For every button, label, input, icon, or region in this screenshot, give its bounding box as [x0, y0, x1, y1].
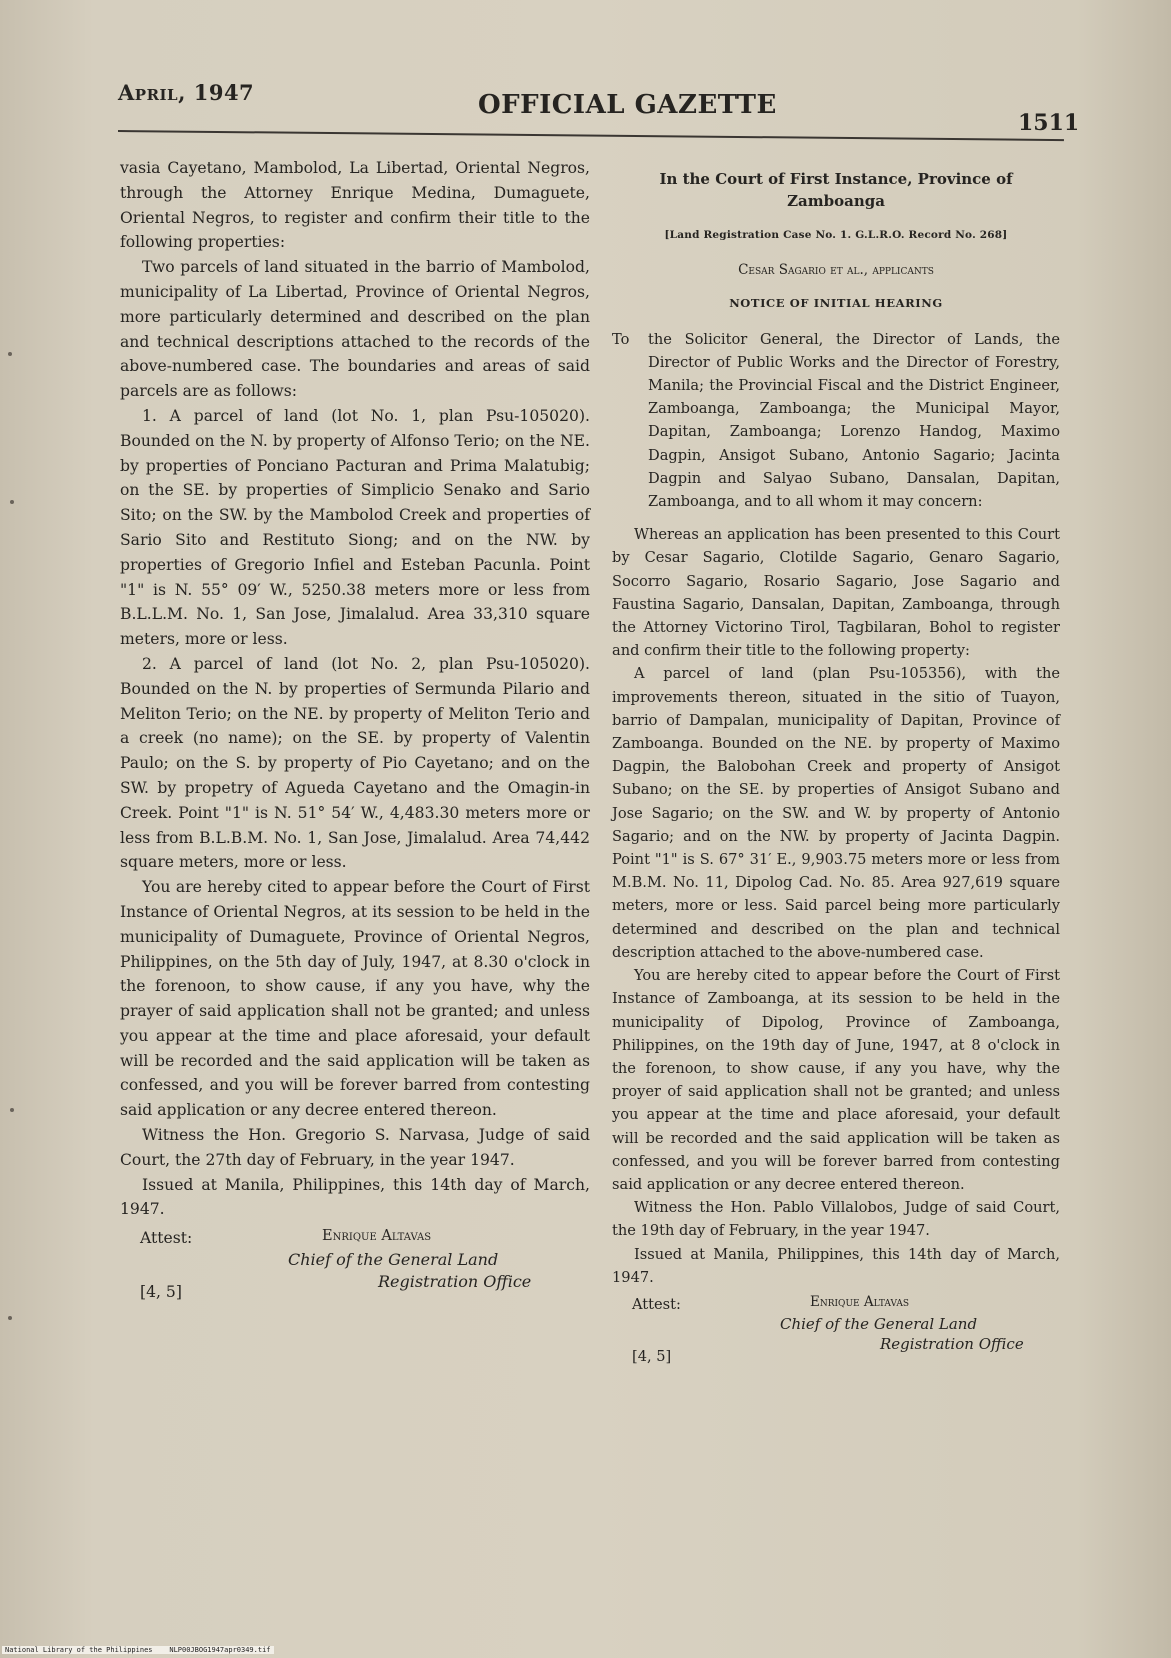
attest-block: [120, 1226, 590, 1304]
signer-name: Enrique Altavas: [810, 1293, 909, 1310]
attest-label: Attest:: [632, 1295, 681, 1313]
witness-paragraph: Witness the Hon. Gregorio S. Narvasa, Judge of said Court, the 27th day of February, in the year 1947.: [120, 1126, 590, 1169]
paper-speck: [10, 1108, 14, 1112]
signer-title-line-2: Registration Office: [378, 1272, 532, 1292]
parcel-2-paragraph: 2. A parcel of land (lot No. 2, plan Psu-105020). Bounded on the N. by properties of Sermunda Pilario and Meliton Terio; on the NE. by property of Meliton Terio and a creek (no name); on the SE. by property of Valentin Paulo; on the S. by property of Pio Cayetano; and on the SW. by propetry of Agueda Cayetano and the Omagin-in Creek. Point "1" is N. 51° 54′ W., 4,483.30 meters more or less from B.L.B.M. No. 1, San Jose, Jimalalud. Area 74,442 square meters, more or less.: [120, 654, 590, 872]
paper-speck: [10, 500, 14, 504]
parcel-paragraph: A parcel of land (plan Psu-105356), with the improvements thereon, situated in the sitio of Tuayon, barrio of Dampalan, municipality of Dapitan, Province of Zamboanga. Bounded on the NE. by property of Maximo Dagpin, the Balobohan Creek and property of Ansigot Subano; on the SE. by properties of Ansigot Subano and Jose Sagario; on the SW. and W. by property of Antonio Sagario; and on the NW. by property of Jacinta Dagpin. Point "1" is S. 67° 31′ E., 9,903.75 meters more or less from M.B.M. No. 11, Dipolog Cad. No. 85. Area 927,619 square meters, more or less. Said parcel being more particularly determined and described on the plan and technical description attached to the above-numbered case.: [612, 665, 1060, 961]
to-label: To: [612, 330, 630, 348]
paper-speck: [8, 352, 12, 356]
case-info: [Land Registration Case No. 1. G.L.R.O. Record No. 268]: [664, 229, 1008, 241]
header-rule: [118, 130, 1064, 141]
issued-paragraph: Issued at Manila, Philippines, this 14th day of March, 1947.: [120, 1175, 590, 1219]
parcels-intro-paragraph: Two parcels of land situated in the barrio of Mambolod, municipality of La Libertad, Province of Oriental Negros, more particularly determined and described on the plan and technical descriptions attached to the records of the above-numbered case. The boundaries and areas of said parcels are as follows:: [120, 258, 590, 401]
signer-title-line-1: Chief of the General Land: [780, 1314, 978, 1333]
application-paragraph: Whereas an application has been presented to this Court by Cesar Sagario, Clotilde Sagario, Genaro Sagario, Socorro Sagario, Rosario Sagario, Jose Sagario and Faustina Sagario, Dansalan, Dapitan, Zamboanga, through the Attorney Victorino Tirol, Tagbilaran, Bohol to register and confirm their title to the following property:: [612, 526, 1060, 660]
left-column: [120, 156, 590, 1304]
continuation-paragraph: vasia Cayetano, Mambolod, La Libertad, Oriental Negros, through the Attorney Enrique Medina, Dumaguete, Oriental Negros, to register and confirm their title to the following properties:: [120, 159, 590, 252]
issue-numbers: [4, 5]: [140, 1283, 182, 1302]
court-heading: In the Court of First Instance, Province of Zamboanga: [659, 170, 1013, 210]
witness-paragraph: Witness the Hon. Pablo Villalobos, Judge of said Court, the 19th day of February, in the year 1947.: [612, 1199, 1060, 1240]
citation-paragraph: You are hereby cited to appear before the Court of First Instance of Oriental Negros, at its session to be held in the municipality of Dumaguete, Province of Oriental Negros, Philippines, on the 5th day of July, 1947, at 8.30 o'clock in the forenoon, to show cause, if any you have, why the prayer of said application shall not be granted; and unless you appear at the time and place aforesaid, your default will be recorded and the said application will be taken as confessed, and you will be forever barred from contesting said application or any decree entered thereon.: [120, 878, 590, 1120]
notice-heading: NOTICE OF INITIAL HEARING: [729, 296, 943, 311]
addressee-block: [612, 328, 1060, 514]
signer-title-line-2: Registration Office: [880, 1334, 1024, 1353]
issued-paragraph: Issued at Manila, Philippines, this 14th day of March, 1947.: [612, 1245, 1060, 1286]
issue-numbers: [4, 5]: [632, 1347, 672, 1365]
paper-speck: [8, 1316, 12, 1320]
attest-label: Attest:: [140, 1229, 193, 1248]
issue-date: April, 1947: [118, 80, 255, 105]
addressees: the Solicitor General, the Director of Lands, the Director of Public Works and the Director of Forestry, Manila; the Provincial Fiscal and the District Engineer, Zamboanga, Zamboanga; the Municipal Mayor, Dapitan, Zamboanga; Lorenzo Handog, Maximo Dagpin, Ansigot Subano, Antonio Sagario; Jacinta Dagpin and Salyao Subano, Dansalan, Dapitan, Zamboanga, and to all whom it may concern:: [648, 330, 1060, 511]
scan-footer: National Library of the Philippines NLP00JBOG1947apr0349.tif: [2, 1646, 274, 1654]
page-number: 1511: [1018, 110, 1080, 136]
signer-name: Enrique Altavas: [322, 1228, 432, 1245]
parcel-1-paragraph: 1. A parcel of land (lot No. 1, plan Psu-105020). Bounded on the N. by property of Alfonso Terio; on the NE. by properties of Ponciano Pacturan and Prima Malatubig; on the SE. by properties of Simplicio Senako and Sario Sito; on the SW. by the Mambolod Creek and properties of Sario Sito and Restituto Siong; and on the NW. by properties of Gregorio Infiel and Esteban Pacunla. Point "1" is N. 55° 09′ W., 5250.38 meters more or less from B.L.L.M. No. 1, San Jose, Jimalalud. Area 33,310 square meters, more or less.: [120, 406, 590, 649]
right-column: [612, 168, 1060, 1371]
attest-block: [612, 1293, 1060, 1371]
citation-paragraph: You are hereby cited to appear before the Court of First Instance of Zamboanga, at its session to be held in the municipality of Dipolog, Province of Zamboanga, Philippines, on the 19th day of June, 1947, at 8 o'clock in the forenoon, to show cause, if any you have, why the proyer of said application shall not be granted; and unless you appear at the time and place aforesaid, your default will be recorded and the said application will be taken as confessed, and you will be forever barred from contesting said application or any decree entered thereon.: [612, 967, 1060, 1193]
publication-title: OFFICIAL GAZETTE: [478, 90, 777, 120]
applicants-line: Cesar Sagario et al., applicants: [738, 262, 934, 279]
signer-title-line-1: Chief of the General Land: [288, 1250, 499, 1270]
